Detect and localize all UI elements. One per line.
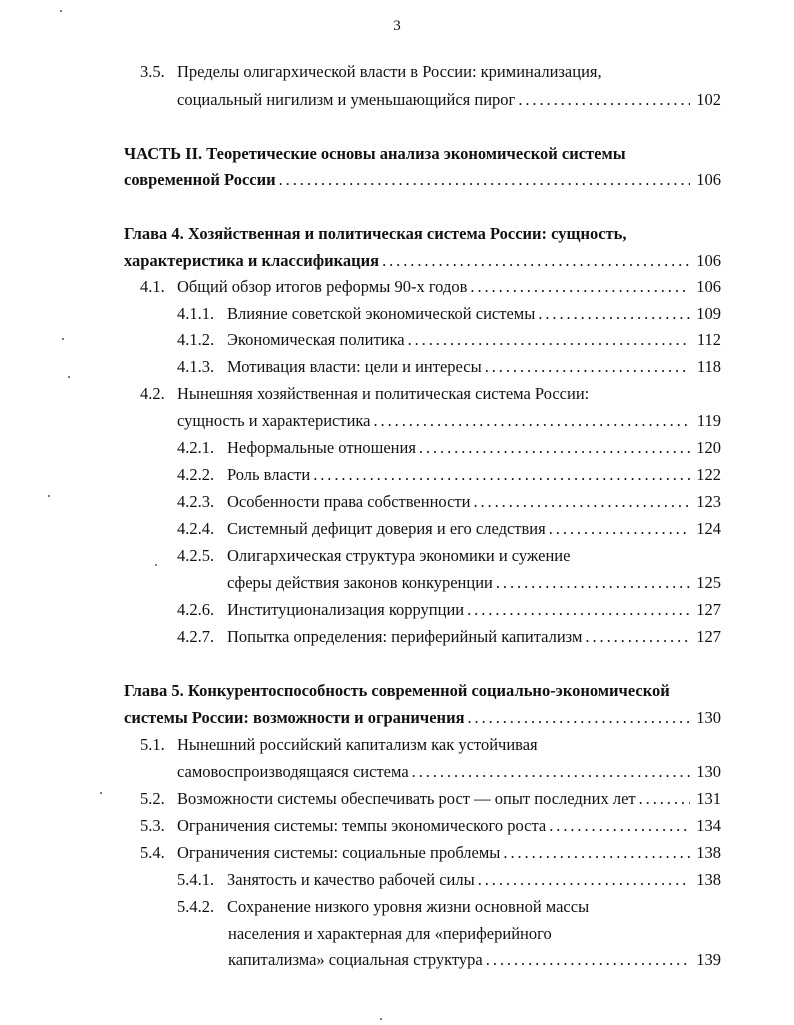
entry-number: 5.4. (140, 843, 165, 862)
chapter-title: Глава 5. Конкурентоспособность современной социально-экономической (124, 681, 670, 700)
entry-page: 106 (696, 170, 721, 189)
entry-number: 4.2. (140, 384, 165, 403)
entry-title: сферы действия законов конкуренции (227, 573, 493, 592)
toc-entry-5-3[interactable] (0, 814, 794, 838)
toc-entry-5-2[interactable] (0, 787, 794, 811)
entry-number: 4.2.1. (177, 438, 215, 457)
entry-number: 5.2. (140, 789, 165, 808)
entry-title: Особенности права собственности (227, 492, 471, 511)
entry-title: Нынешний российский капитализм как устойчивая (177, 735, 538, 754)
entry-title: Неформальные отношения (227, 438, 416, 457)
toc-entry-5-4[interactable] (0, 841, 794, 865)
entry-title: Нынешняя хозяйственная и политическая система России: (177, 384, 590, 403)
scan-speck (60, 10, 62, 12)
entry-page: 106 (696, 277, 721, 296)
dot-leader (419, 436, 690, 460)
entry-number: 4.2.5. (177, 546, 215, 565)
entry-page: 139 (696, 950, 721, 969)
toc-entry-5-4-2-cont[interactable] (0, 922, 794, 946)
entry-title: капитализма» социальная структура (228, 950, 483, 969)
dot-leader (408, 328, 690, 352)
entry-page: 130 (696, 708, 721, 727)
entry-page: 138 (696, 843, 721, 862)
entry-title: Влияние советской экономической системы (227, 304, 536, 323)
toc-entry-4-2-3[interactable] (0, 490, 794, 514)
dot-leader (496, 571, 690, 595)
toc-part-2-cont[interactable] (0, 168, 794, 192)
entry-page: 134 (696, 816, 721, 835)
toc-entry-4-2-1[interactable] (0, 436, 794, 460)
toc-entry-4-2-5[interactable] (0, 544, 794, 568)
entry-number: 4.2.7. (177, 627, 215, 646)
entry-title: Институционализация коррупции (227, 600, 465, 619)
dot-leader (374, 409, 691, 433)
dot-leader (473, 490, 690, 514)
entry-number: 4.1.3. (177, 357, 215, 376)
part-title: современной России (124, 170, 276, 189)
chapter-title: системы России: возможности и ограничения (124, 708, 465, 727)
entry-title: Общий обзор итогов реформы 90-х годов (177, 277, 468, 296)
entry-number: 5.3. (140, 816, 165, 835)
toc-entry-4-1-1[interactable] (0, 302, 794, 326)
entry-page: 138 (696, 870, 721, 889)
entry-title: Олигархическая структура экономики и сужение (227, 546, 571, 565)
entry-page: 118 (696, 357, 721, 376)
dot-leader (467, 598, 690, 622)
entry-number: 4.1.2. (177, 330, 215, 349)
toc-entry-5-4-1[interactable] (0, 868, 794, 892)
entry-page: 120 (696, 438, 721, 457)
entry-page: 127 (696, 627, 721, 646)
entry-page: 112 (696, 330, 721, 349)
entry-title: Возможности системы обеспечивать рост — опыт последних лет (177, 789, 636, 808)
entry-title: Роль власти (227, 465, 311, 484)
entry-title: Мотивация власти: цели и интересы (227, 357, 482, 376)
chapter-title: Глава 4. Хозяйственная и политическая система России: сущность, (124, 224, 627, 243)
entry-page: 130 (696, 762, 721, 781)
entry-number: 4.1.1. (177, 304, 215, 323)
entry-title: Ограничения системы: темпы экономического роста (177, 816, 547, 835)
toc-entry-4-2-6[interactable] (0, 598, 794, 622)
toc-entry-4-2-5-cont[interactable] (0, 571, 794, 595)
entry-page: 124 (696, 519, 721, 538)
toc-entry-3-5-cont[interactable] (0, 88, 794, 112)
dot-leader (412, 760, 690, 784)
entry-title: социальный нигилизм и уменьшающийся пирог (177, 90, 516, 109)
entry-page: 127 (696, 600, 721, 619)
toc-entry-4-1-2[interactable] (0, 328, 794, 352)
page-number: 3 (393, 18, 401, 34)
entry-number: 3.5. (140, 62, 165, 81)
entry-title: сущность и характеристика (177, 411, 371, 430)
toc-entry-5-1-cont[interactable] (0, 760, 794, 784)
toc-entry-4-2-2[interactable] (0, 463, 794, 487)
toc-entry-4-2-cont[interactable] (0, 409, 794, 433)
part-title: ЧАСТЬ II. Теоретические основы анализа экономической системы (124, 144, 626, 163)
dot-leader (382, 249, 690, 273)
dot-leader (468, 706, 691, 730)
toc-chapter-4[interactable] (0, 222, 794, 246)
toc-entry-5-1[interactable] (0, 733, 794, 757)
entry-page: 131 (696, 789, 721, 808)
entry-title: Экономическая политика (227, 330, 405, 349)
entry-number: 5.4.2. (177, 897, 215, 916)
chapter-title: характеристика и классификация (124, 251, 380, 270)
entry-number: 4.2.6. (177, 600, 215, 619)
toc-entry-4-2-4[interactable] (0, 517, 794, 541)
entry-number: 4.2.3. (177, 492, 215, 511)
entry-title: Попытка определения: периферийный капитализм (227, 627, 583, 646)
entry-number: 4.2.2. (177, 465, 215, 484)
dot-leader (585, 625, 690, 649)
toc-chapter-4-cont[interactable] (0, 249, 794, 273)
entry-number: 4.2.4. (177, 519, 215, 538)
dot-leader (485, 355, 690, 379)
dot-leader (470, 275, 690, 299)
scan-speck (380, 1018, 382, 1020)
dot-leader (549, 517, 690, 541)
entry-title: Системный дефицит доверия и его следствия (227, 519, 546, 538)
toc-entry-4-2[interactable] (0, 382, 794, 406)
entry-page: 123 (696, 492, 721, 511)
dot-leader (279, 168, 690, 192)
toc-entry-3-5[interactable] (0, 60, 794, 84)
dot-leader (478, 868, 690, 892)
entry-title: Пределы олигархической власти в России: криминализация, (177, 62, 602, 81)
dot-leader (518, 88, 690, 112)
dot-leader (486, 948, 690, 972)
entry-title: самовоспроизводящаяся система (177, 762, 409, 781)
toc-entry-4-2-7[interactable] (0, 625, 794, 649)
toc-entry-5-4-2-cont2[interactable] (0, 948, 794, 972)
dot-leader (639, 787, 690, 811)
entry-page: 119 (696, 411, 721, 430)
toc-entry-4-1-3[interactable] (0, 355, 794, 379)
toc-part-2[interactable] (0, 142, 794, 166)
dot-leader (549, 814, 690, 838)
entry-title: Занятость и качество рабочей силы (227, 870, 475, 889)
entry-page: 125 (696, 573, 721, 592)
dot-leader (538, 302, 690, 326)
toc-entry-4-1[interactable] (0, 275, 794, 299)
dot-leader (313, 463, 690, 487)
entry-page: 106 (696, 251, 721, 270)
entry-number: 5.1. (140, 735, 165, 754)
entry-number: 5.4.1. (177, 870, 215, 889)
entry-page: 109 (696, 304, 721, 323)
entry-title: Ограничения системы: социальные проблемы (177, 843, 501, 862)
toc-entry-5-4-2[interactable] (0, 895, 794, 919)
entry-page: 102 (696, 90, 721, 109)
entry-title: населения и характерная для «периферийного (228, 924, 552, 943)
entry-title: Сохранение низкого уровня жизни основной массы (227, 897, 590, 916)
entry-number: 4.1. (140, 277, 165, 296)
toc-chapter-5-cont[interactable] (0, 706, 794, 730)
dot-leader (503, 841, 690, 865)
entry-page: 122 (696, 465, 721, 484)
toc-chapter-5[interactable] (0, 679, 794, 703)
